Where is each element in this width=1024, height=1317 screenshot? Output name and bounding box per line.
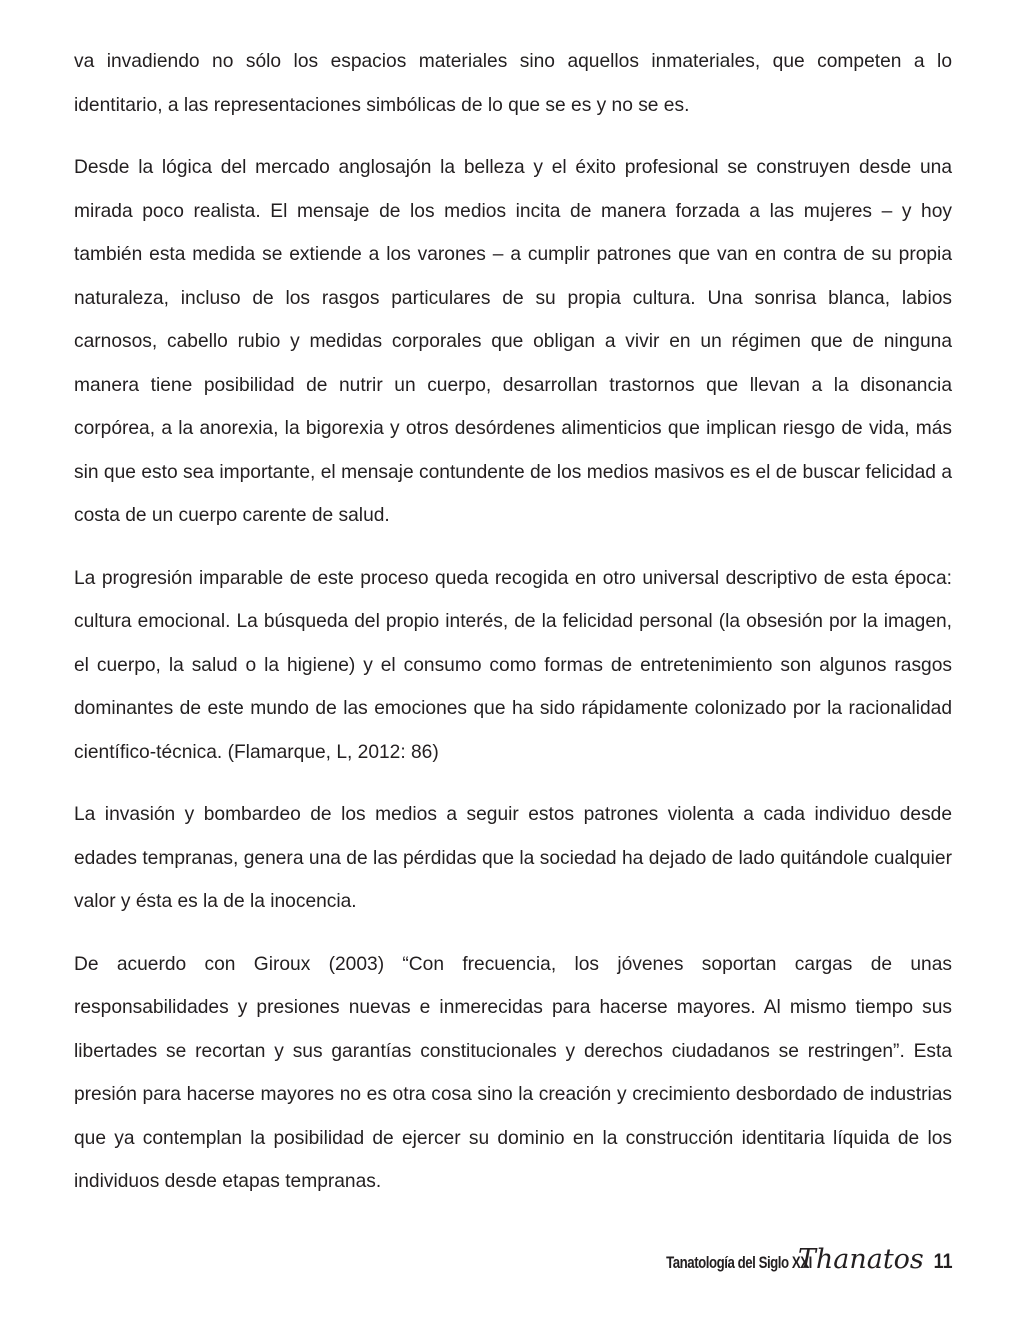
paragraph-4: La invasión y bombardeo de los medios a seguir estos patrones violenta a cada individuo desde edades tempranas, genera una de las pérdidas que la sociedad ha dejado de lado quitándole cualquier valor y ésta es la de la inocencia. <box>74 804 952 912</box>
page-footer <box>625 1244 954 1278</box>
footer-journal-title: Tanatología del Siglo XXI <box>666 1253 812 1272</box>
page-body <box>74 40 952 1204</box>
paragraph-1: va invadiendo no sólo los espacios materiales sino aquellos inmateriales, que competen a lo identitario, a las representaciones simbólicas de lo que se es y no se es. <box>74 51 952 116</box>
paragraph-5: De acuerdo con Giroux (2003) “Con frecuencia, los jóvenes soportan cargas de unas responsabilidades y presiones nuevas e inmerecidas para hacerse mayores. Al mismo tiempo sus libertades se recortan y sus garantías constitucionales y derechos ciudadanos se restringen”. Esta presión para hacerse mayores no es otra cosa sino la creación y crecimiento desbordado de industrias que ya contemplan la posibilidad de ejercer su dominio en la construcción identitaria líquida de los individuos desde etapas tempranas. <box>74 953 952 1192</box>
thanatos-logo: Thanatos <box>797 1244 924 1275</box>
page-number: 11 <box>933 1250 953 1273</box>
paragraph-3: La progresión imparable de este proceso queda recogida en otro universal descriptivo de esta época: cultura emocional. La búsqueda del propio interés, de la felicidad personal (la obsesión por la imagen, el cuerpo, la salud o la higiene) y el consumo como formas de entretenimiento son algunos rasgos dominantes de este mundo de las emociones que ha sido rápidamente colonizado por la racionalidad científico-técnica. (Flamarque, L, 2012: 86) <box>74 567 952 763</box>
paragraph-2: Desde la lógica del mercado anglosajón la belleza y el éxito profesional se construyen desde una mirada poco realista. El mensaje de los medios incita de manera forzada a las mujeres – y hoy también esta medida se extiende a los varones – a cumplir patrones que van en contra de su propia naturaleza, incluso de los rasgos particulares de su propia cultura. Una sonrisa blanca, labios carnosos, cabello rubio y medidas corporales que obligan a vivir en un régimen que de ninguna manera tiene posibilidad de nutrir un cuerpo, desarrollan trastornos que llevan a la disonancia corpórea, a la anorexia, la bigorexia y otros desórdenes alimenticios que implican riesgo de vida, más sin que esto sea importante, el mensaje contundente de los medios masivos es el de buscar felicidad a costa de un cuerpo carente de salud. <box>74 157 952 526</box>
